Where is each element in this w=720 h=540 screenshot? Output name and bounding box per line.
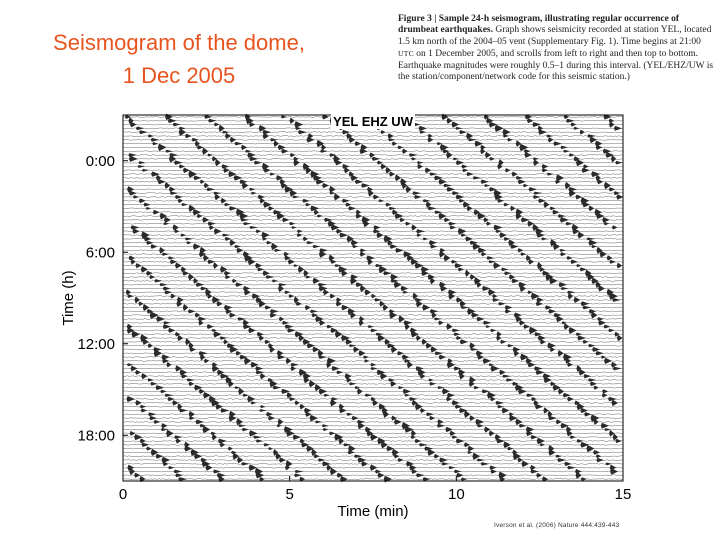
citation-credit: Iverson et al. (2006) Nature 444:439-443 [494,522,620,529]
y-tick-label: 0:00 [85,152,115,170]
y-axis-label: Time (h) [60,270,77,326]
y-tick-label: 6:00 [85,244,115,262]
slide-title-line-2: 1 Dec 2005 [122,63,236,88]
x-tick-label: 5 [285,486,294,503]
slide-title-line-1: Seismogram of the dome, [53,30,305,55]
chart-title: YEL EHZ UW [333,114,413,129]
y-tick-label: 18:00 [77,427,115,445]
y-axis [77,153,128,445]
figure-caption-text-end: on 1 December 2005, and scrolls from left to right and then top to bottom. Earthquake magnitudes were roughly 0.5–1 during this interval. (YEL/EHZ/UW is the station/component/network code for this seismic station.) [398,49,714,83]
x-axis-label: Time (min) [337,503,409,520]
figure-caption-text: Graph shows seismicity recorded at station YEL, located 1.5 km north of the 2004–05 vent (Supplementary Fig. 1). Time begins at 21:00 [398,25,712,47]
figure-caption-label: Figure 3 | Sample 24-h seismogram, illustrating regular occurrence of drumbeat earthquakes. [398,14,680,36]
x-tick-label: 0 [118,486,128,503]
y-tick-label: 12:00 [77,335,115,353]
x-tick-label: 15 [614,486,632,503]
figure-caption-utc: UTC [398,49,414,59]
x-tick-label: 10 [447,486,465,503]
